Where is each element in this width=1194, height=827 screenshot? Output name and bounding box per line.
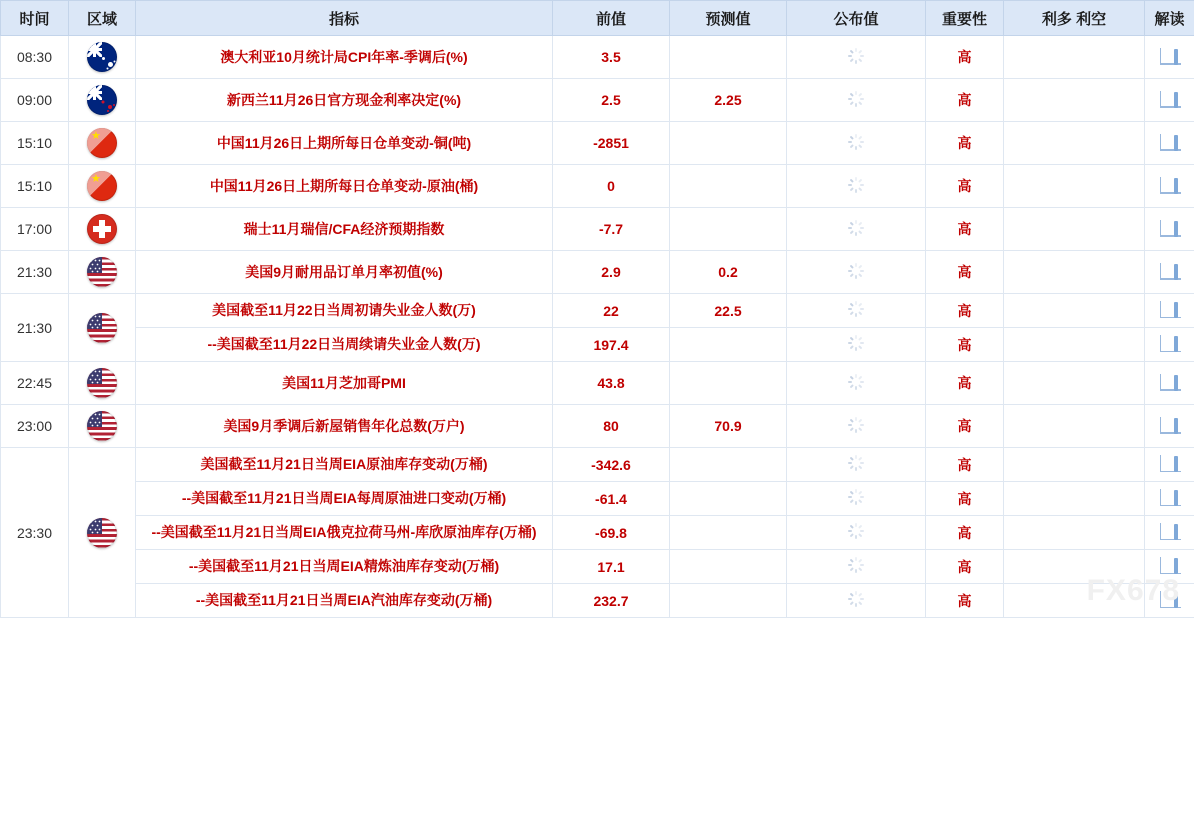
cell-forecast-value: [670, 165, 787, 208]
cell-bull-bear: [1004, 251, 1145, 294]
cell-published-value: [787, 516, 926, 550]
bar-chart-icon[interactable]: [1159, 176, 1181, 194]
loading-spinner-icon: [848, 489, 864, 505]
column-header-forecast: 预测值: [670, 1, 787, 36]
flag-us-icon: [87, 257, 117, 287]
cell-indicator[interactable]: --美国截至11月21日当周EIA精炼油库存变动(万桶): [136, 550, 553, 584]
cell-previous-value: -61.4: [553, 482, 670, 516]
cell-forecast-value: 70.9: [670, 405, 787, 448]
cell-bull-bear: [1004, 516, 1145, 550]
bar-chart-icon[interactable]: [1159, 590, 1181, 608]
cell-time: 23:30: [1, 448, 69, 618]
cell-published-value: [787, 79, 926, 122]
cell-previous-value: 80: [553, 405, 670, 448]
table-body: [1, 36, 1194, 618]
table-row: [1, 362, 1194, 405]
flag-us-icon: [87, 313, 117, 343]
table-row: [1, 79, 1194, 122]
cell-indicator[interactable]: 美国9月季调后新屋销售年化总数(万户): [136, 405, 553, 448]
table-row: [1, 482, 1194, 516]
cell-bull-bear: [1004, 448, 1145, 482]
cell-time: 23:00: [1, 405, 69, 448]
cell-region-flag: [69, 405, 136, 448]
cell-region-flag: [69, 294, 136, 362]
table-row: [1, 584, 1194, 618]
cell-analysis[interactable]: [1145, 482, 1194, 516]
bar-chart-icon[interactable]: [1159, 300, 1181, 318]
table-row: [1, 208, 1194, 251]
flag-nz-icon: [87, 85, 117, 115]
cell-analysis[interactable]: [1145, 516, 1194, 550]
cell-bull-bear: [1004, 550, 1145, 584]
bar-chart-icon[interactable]: [1159, 556, 1181, 574]
cell-bull-bear: [1004, 405, 1145, 448]
cell-importance: 高: [926, 448, 1004, 482]
cell-region-flag: [69, 36, 136, 79]
cell-analysis[interactable]: [1145, 165, 1194, 208]
cell-region-flag: [69, 79, 136, 122]
flag-cn-icon: [87, 171, 117, 201]
cell-importance: 高: [926, 405, 1004, 448]
cell-previous-value: 197.4: [553, 328, 670, 362]
cell-previous-value: 22: [553, 294, 670, 328]
cell-analysis[interactable]: [1145, 448, 1194, 482]
bar-chart-icon[interactable]: [1159, 334, 1181, 352]
cell-importance: 高: [926, 251, 1004, 294]
cell-forecast-value: [670, 208, 787, 251]
cell-bull-bear: [1004, 165, 1145, 208]
cell-importance: 高: [926, 584, 1004, 618]
table-row: [1, 516, 1194, 550]
cell-importance: 高: [926, 122, 1004, 165]
cell-importance: 高: [926, 165, 1004, 208]
loading-spinner-icon: [848, 591, 864, 607]
cell-importance: 高: [926, 294, 1004, 328]
cell-importance: 高: [926, 328, 1004, 362]
cell-forecast-value: [670, 122, 787, 165]
column-header-analysis: 解读: [1145, 1, 1194, 36]
table-row: [1, 550, 1194, 584]
cell-forecast-value: 0.2: [670, 251, 787, 294]
cell-time: 22:45: [1, 362, 69, 405]
cell-previous-value: -2851: [553, 122, 670, 165]
cell-analysis[interactable]: [1145, 79, 1194, 122]
cell-bull-bear: [1004, 36, 1145, 79]
cell-indicator[interactable]: 瑞士11月瑞信/CFA经济预期指数: [136, 208, 553, 251]
cell-time: 15:10: [1, 165, 69, 208]
flag-us-icon: [87, 411, 117, 441]
cell-region-flag: [69, 165, 136, 208]
loading-spinner-icon: [848, 134, 864, 150]
cell-time: 08:30: [1, 36, 69, 79]
table-row: [1, 294, 1194, 328]
cell-importance: 高: [926, 79, 1004, 122]
column-header-importance: 重要性: [926, 1, 1004, 36]
cell-published-value: [787, 36, 926, 79]
cell-bull-bear: [1004, 328, 1145, 362]
column-header-time: 时间: [1, 1, 69, 36]
bar-chart-icon[interactable]: [1159, 488, 1181, 506]
cell-indicator[interactable]: 新西兰11月26日官方现金利率决定(%): [136, 79, 553, 122]
table-row: [1, 122, 1194, 165]
column-header-indicator: 指标: [136, 1, 553, 36]
cell-previous-value: 232.7: [553, 584, 670, 618]
cell-time: 15:10: [1, 122, 69, 165]
cell-time: 21:30: [1, 294, 69, 362]
cell-indicator[interactable]: --美国截至11月21日当周EIA汽油库存变动(万桶): [136, 584, 553, 618]
cell-region-flag: [69, 208, 136, 251]
cell-bull-bear: [1004, 294, 1145, 328]
loading-spinner-icon: [848, 48, 864, 64]
cell-analysis[interactable]: [1145, 251, 1194, 294]
table-row: [1, 251, 1194, 294]
cell-published-value: [787, 328, 926, 362]
cell-previous-value: 2.9: [553, 251, 670, 294]
cell-analysis[interactable]: [1145, 362, 1194, 405]
flag-us-icon: [87, 518, 117, 548]
table-row: [1, 36, 1194, 79]
cell-published-value: [787, 294, 926, 328]
cell-importance: 高: [926, 362, 1004, 405]
bar-chart-icon[interactable]: [1159, 219, 1181, 237]
column-header-published: 公布值: [787, 1, 926, 36]
column-header-previous: 前值: [553, 1, 670, 36]
loading-spinner-icon: [848, 263, 864, 279]
cell-analysis[interactable]: [1145, 328, 1194, 362]
cell-indicator[interactable]: --美国截至11月22日当周续请失业金人数(万): [136, 328, 553, 362]
cell-published-value: [787, 208, 926, 251]
cell-analysis[interactable]: [1145, 36, 1194, 79]
cell-bull-bear: [1004, 584, 1145, 618]
loading-spinner-icon: [848, 417, 864, 433]
cell-importance: 高: [926, 482, 1004, 516]
cell-bull-bear: [1004, 122, 1145, 165]
cell-indicator[interactable]: 澳大利亚10月统计局CPI年率-季调后(%): [136, 36, 553, 79]
cell-previous-value: 43.8: [553, 362, 670, 405]
loading-spinner-icon: [848, 374, 864, 390]
cell-published-value: [787, 362, 926, 405]
cell-bull-bear: [1004, 362, 1145, 405]
cell-forecast-value: 2.25: [670, 79, 787, 122]
cell-importance: 高: [926, 550, 1004, 584]
cell-previous-value: -342.6: [553, 448, 670, 482]
loading-spinner-icon: [848, 177, 864, 193]
cell-forecast-value: [670, 550, 787, 584]
loading-spinner-icon: [848, 523, 864, 539]
flag-cn-icon: [87, 128, 117, 158]
flag-au-icon: [87, 42, 117, 72]
cell-indicator[interactable]: --美国截至11月21日当周EIA俄克拉荷马州-库欣原油库存(万桶): [136, 516, 553, 550]
cell-published-value: [787, 405, 926, 448]
cell-previous-value: -7.7: [553, 208, 670, 251]
cell-forecast-value: [670, 584, 787, 618]
cell-forecast-value: [670, 362, 787, 405]
cell-indicator[interactable]: 美国11月芝加哥PMI: [136, 362, 553, 405]
bar-chart-icon[interactable]: [1159, 133, 1181, 151]
cell-published-value: [787, 122, 926, 165]
cell-bull-bear: [1004, 482, 1145, 516]
flag-ch-icon: [87, 214, 117, 244]
cell-analysis[interactable]: [1145, 294, 1194, 328]
bar-chart-icon[interactable]: [1159, 373, 1181, 391]
table-row: [1, 448, 1194, 482]
cell-importance: 高: [926, 36, 1004, 79]
cell-published-value: [787, 482, 926, 516]
table-header-row: [1, 1, 1194, 36]
cell-importance: 高: [926, 208, 1004, 251]
bar-chart-icon[interactable]: [1159, 90, 1181, 108]
cell-forecast-value: 22.5: [670, 294, 787, 328]
cell-analysis[interactable]: [1145, 584, 1194, 618]
cell-indicator[interactable]: 美国截至11月21日当周EIA原油库存变动(万桶): [136, 448, 553, 482]
loading-spinner-icon: [848, 301, 864, 317]
cell-published-value: [787, 448, 926, 482]
cell-published-value: [787, 584, 926, 618]
cell-previous-value: 0: [553, 165, 670, 208]
cell-region-flag: [69, 122, 136, 165]
table-row: [1, 405, 1194, 448]
bar-chart-icon[interactable]: [1159, 522, 1181, 540]
loading-spinner-icon: [848, 455, 864, 471]
cell-forecast-value: [670, 516, 787, 550]
cell-analysis[interactable]: [1145, 122, 1194, 165]
table-row: [1, 165, 1194, 208]
cell-region-flag: [69, 251, 136, 294]
cell-previous-value: -69.8: [553, 516, 670, 550]
cell-analysis[interactable]: [1145, 550, 1194, 584]
cell-forecast-value: [670, 328, 787, 362]
cell-time: 09:00: [1, 79, 69, 122]
cell-previous-value: 2.5: [553, 79, 670, 122]
cell-indicator[interactable]: --美国截至11月21日当周EIA每周原油进口变动(万桶): [136, 482, 553, 516]
loading-spinner-icon: [848, 220, 864, 236]
loading-spinner-icon: [848, 91, 864, 107]
cell-forecast-value: [670, 36, 787, 79]
cell-region-flag: [69, 448, 136, 618]
bar-chart-icon[interactable]: [1159, 262, 1181, 280]
cell-importance: 高: [926, 516, 1004, 550]
cell-indicator[interactable]: 美国截至11月22日当周初请失业金人数(万): [136, 294, 553, 328]
cell-region-flag: [69, 362, 136, 405]
cell-published-value: [787, 550, 926, 584]
cell-bull-bear: [1004, 208, 1145, 251]
cell-bull-bear: [1004, 79, 1145, 122]
cell-time: 21:30: [1, 251, 69, 294]
bar-chart-icon[interactable]: [1159, 454, 1181, 472]
loading-spinner-icon: [848, 557, 864, 573]
table-row: [1, 328, 1194, 362]
cell-time: 17:00: [1, 208, 69, 251]
loading-spinner-icon: [848, 335, 864, 351]
cell-indicator[interactable]: 中国11月26日上期所每日仓单变动-铜(吨): [136, 122, 553, 165]
cell-previous-value: 3.5: [553, 36, 670, 79]
cell-published-value: [787, 251, 926, 294]
cell-indicator[interactable]: 中国11月26日上期所每日仓单变动-原油(桶): [136, 165, 553, 208]
column-header-bull-bear: 利多 利空: [1004, 1, 1145, 36]
cell-forecast-value: [670, 448, 787, 482]
flag-us-icon: [87, 368, 117, 398]
bar-chart-icon[interactable]: [1159, 47, 1181, 65]
cell-analysis[interactable]: [1145, 208, 1194, 251]
watermark: FX678: [1086, 574, 1180, 607]
cell-forecast-value: [670, 482, 787, 516]
cell-published-value: [787, 165, 926, 208]
column-header-region: 区域: [69, 1, 136, 36]
cell-analysis[interactable]: [1145, 405, 1194, 448]
cell-previous-value: 17.1: [553, 550, 670, 584]
cell-indicator[interactable]: 美国9月耐用品订单月率初值(%): [136, 251, 553, 294]
bar-chart-icon[interactable]: [1159, 416, 1181, 434]
